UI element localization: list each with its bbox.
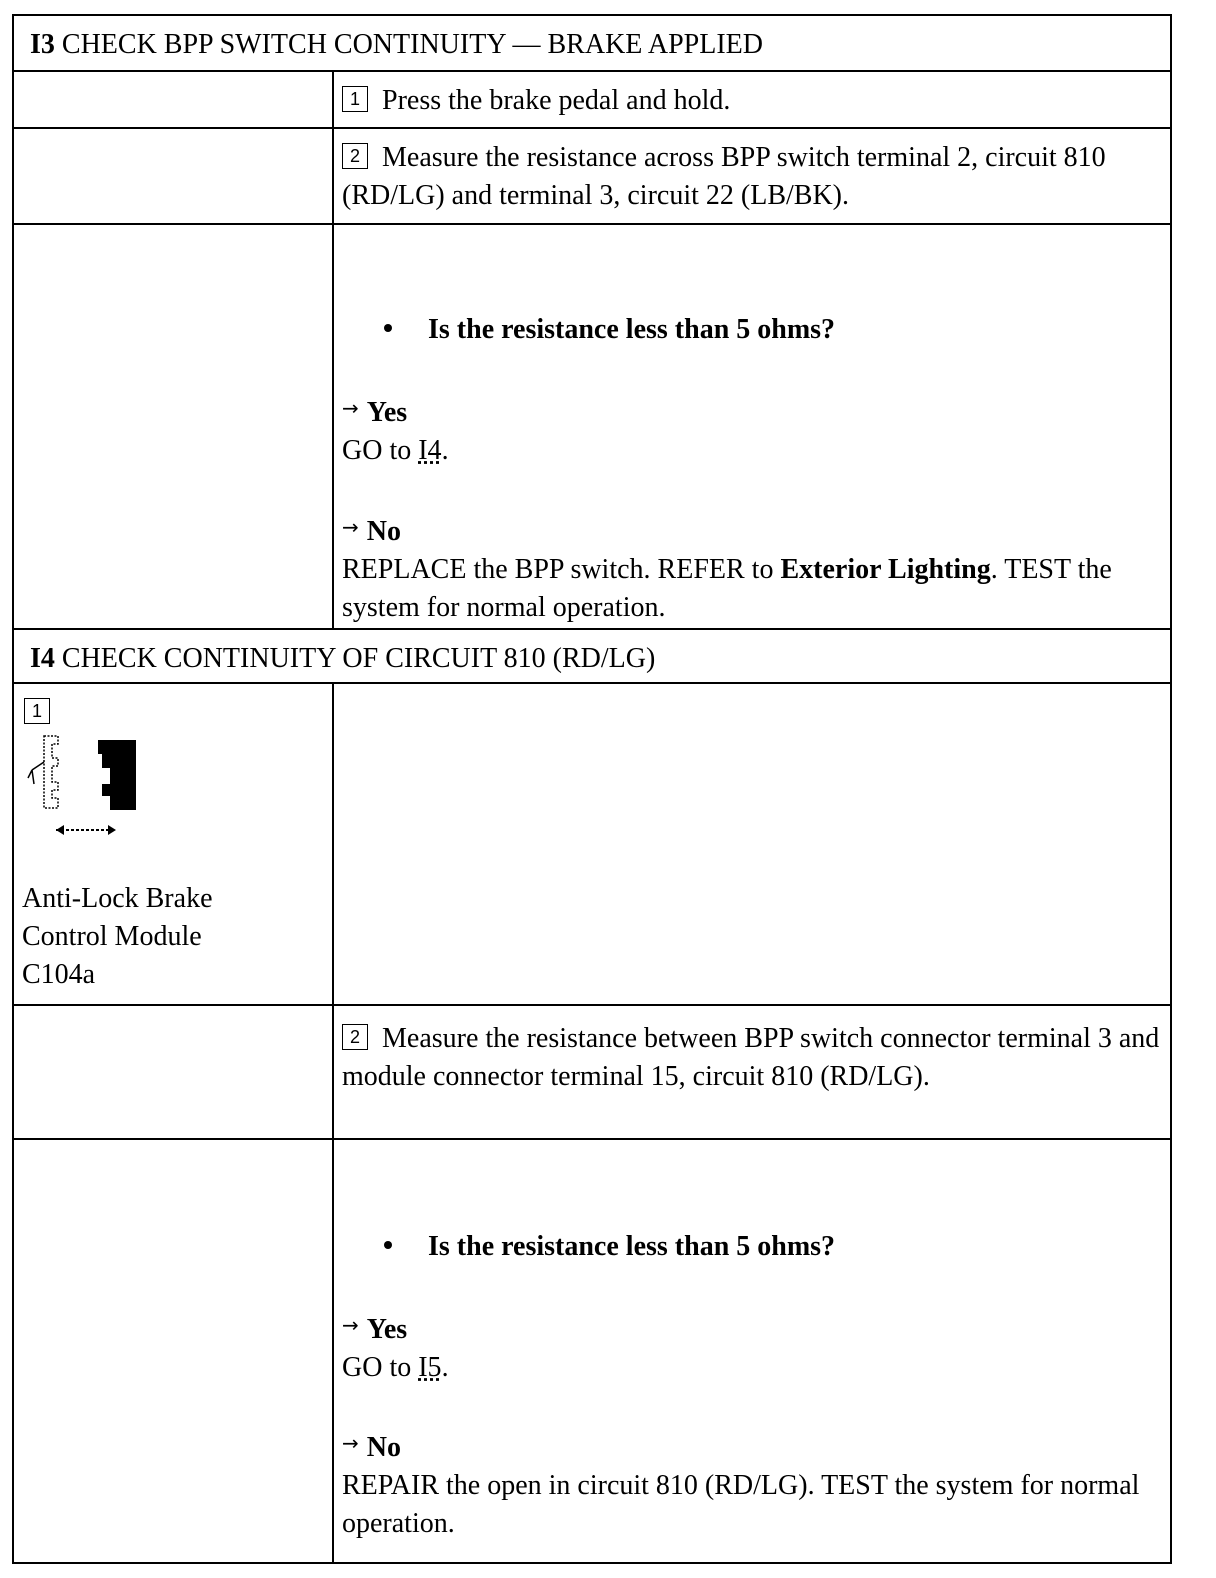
yes-label: Yes: [366, 1314, 408, 1345]
diagnostic-procedure-table: [12, 14, 1172, 1564]
goto-i5-link[interactable]: I5: [418, 1352, 442, 1383]
step-text: Measure the resistance between BPP switch connector terminal 3 and module connector terminal 15, circuit 810 (RD/LG).: [342, 1023, 1160, 1092]
no-text-before: REPLACE the BPP switch. REFER to: [342, 554, 774, 585]
section-i3-step1-row: [14, 72, 1170, 129]
arrow-right-icon: →: [342, 1431, 359, 1455]
step-image-cell: [14, 1140, 334, 1562]
yes-text: GO to: [342, 435, 412, 466]
step-image-cell: [14, 684, 334, 1004]
step-text-cell: [336, 1006, 1170, 1138]
arrow-right-icon: →: [342, 1313, 359, 1337]
section-i4-step2-row: [14, 1006, 1170, 1140]
step-image-cell: [14, 129, 334, 223]
bullet-icon: [384, 1241, 392, 1249]
step-text-cell: [336, 72, 1170, 127]
section-i3-code: I3: [30, 29, 55, 60]
exterior-lighting-ref: Exterior Lighting: [780, 554, 991, 585]
step-text-cell: [336, 684, 1170, 1004]
section-i4-code: I4: [30, 643, 55, 674]
arrow-right-icon: →: [342, 396, 359, 420]
step-number-box: 1: [24, 698, 50, 724]
yes-label: Yes: [366, 397, 408, 428]
no-label: No: [366, 516, 401, 547]
yes-text: GO to: [342, 1352, 412, 1383]
component-label: Anti-Lock Brake Control Module C104a: [22, 883, 213, 990]
section-i4-header: [14, 630, 1170, 684]
step-number-box: 2: [342, 1024, 368, 1050]
question-text: Is the resistance less than 5 ohms?: [384, 311, 835, 349]
step-text: Press the brake pedal and hold.: [382, 85, 731, 116]
bullet-icon: [384, 324, 392, 332]
question-cell: [336, 225, 1170, 628]
no-label: No: [366, 1432, 401, 1463]
step-text-cell: [336, 129, 1170, 223]
answer-no: [342, 1424, 1162, 1543]
answer-yes: → Yes GO to I5.: [342, 1313, 449, 1383]
section-i3-header: [14, 16, 1170, 72]
step-image-cell: [14, 225, 334, 628]
question-text: Is the resistance less than 5 ohms?: [384, 1228, 835, 1266]
question-cell: [336, 1140, 1170, 1562]
step-image-cell: [14, 1006, 334, 1138]
answer-no: [342, 508, 1162, 627]
connector-disconnect-icon: [22, 732, 142, 842]
step-text: Measure the resistance across BPP switch terminal 2, circuit 810 (RD/LG) and terminal 3, circuit 22 (LB/BK).: [342, 142, 1106, 211]
step-number-box: 2: [342, 143, 368, 169]
section-i3-step2-row: [14, 129, 1170, 225]
step-number-box: 1: [342, 86, 368, 112]
step-image-cell: [14, 72, 334, 127]
section-i4-step1-row: [14, 684, 1170, 1006]
goto-i4-link[interactable]: I4: [418, 435, 442, 466]
section-i4-question-row: [14, 1140, 1170, 1562]
answer-yes: → Yes GO to I4.: [342, 396, 449, 466]
section-i4-title: CHECK CONTINUITY OF CIRCUIT 810 (RD/LG): [61, 643, 656, 674]
no-text-after: . TEST the system for normal operation.: [342, 554, 1112, 623]
no-text: REPAIR the open in circuit 810 (RD/LG). TEST the system for normal operation.: [342, 1470, 1140, 1539]
section-i3-title: CHECK BPP SWITCH CONTINUITY — BRAKE APPLIED: [61, 29, 763, 60]
section-i3-question-row: [14, 225, 1170, 630]
arrow-right-icon: →: [342, 515, 359, 539]
